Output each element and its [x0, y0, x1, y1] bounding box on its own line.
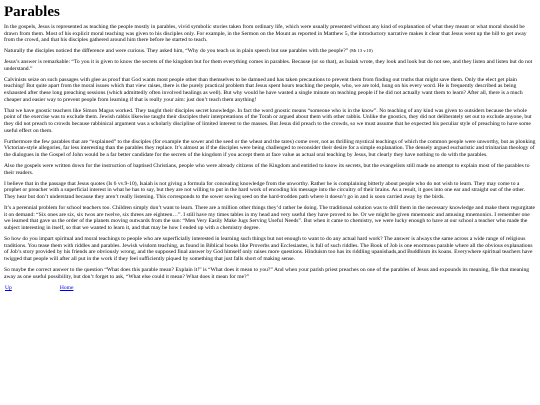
paragraph-7: Also the gospels were written down for the instruction of baptised Christians, people who were already citizens of the Kingdom and entitled to know its secrets, but the evangelists still made no attempt to explain most of the parables to their readers.: [4, 163, 530, 176]
home-link[interactable]: Home: [59, 285, 74, 292]
paragraph-2-text: Naturally the disciples noticed the difference and were curious. They asked him, “Why do you teach us in plain speech but use parables with the people?”: [4, 48, 349, 55]
paragraph-2: [4, 48, 536, 55]
paragraph-11: So maybe the correct answer to the question “What does this parable mean? Explain it!” is “What does it mean to you?” And when your parish priest preaches on one of the parables of Jesus and expounds its meaning, file that meaning away as one useful possibility, but don’t forget to ask, “What else could it mean? What does it mean for me?”: [4, 266, 530, 280]
paragraph-5: That we have gnostic teachers like Simon Magus worked. They taught their disciples secret knowledge. In fact the word gnostic means “someone who is in the know”. No teaching of any kind was given to outsiders because the whole point of the exercise was to exclude them. Jewish rabbis likewise taught their disciples their interpretations of the Torah or argued about them with other rabbis. Unlike the gnostics, they did not deliberately set out to exclude anyone, but they did not preach to crowds because rabbinical argument was a scholarly discipline of limited interest to the masses. But Jesus did preach to the crowds, so we must assume that he expected his peculiar style of preaching to have some useful effect on them.: [4, 107, 532, 134]
footer-nav: [4, 285, 536, 291]
up-link[interactable]: Up: [5, 285, 12, 292]
paragraph-1: In the gospels, Jesus is represented as teaching the people mostly in parables, vivid symbolic stories taken from ordinary life, which were usually presented without any kind of explanation of what they meant or what moral should be drawn from them. Most of his explicit moral teaching was given to his disciples only. For example, in the Sermon on the Mount as reported in Matthew 5, the introductory narrative makes it clear that Jesus went up the hill to get away from the crowd, and that his disciples gathered around him there before he started to teach.: [4, 24, 527, 44]
scripture-reference: (Mt 13 v.10): [349, 48, 373, 54]
paragraph-9: It’s a perennial problem for school teachers too. Children simply don’t want to learn. There are a million other things they’d rather be doing. The traditional solution was to drill them in the necessary knowledge and make them regurgitate it on demand: “Six ones are six, six twos are twelve, six threes are eighteen…”. I still have my times tables in my head and very useful they have proved to be. Or we might be given mnemonic and amusing mnemonics. I remember one we learned that gave us the order of the planets moving outwards from the sun: “Men Very Easily Make Jugs Serving Useful Needs”. But when it came to chemistry, we were lucky enough to have at our school a teacher who made the subject interesting in itself, so that we wanted to learn it, and that may be how I ended up with a chemistry degree.: [4, 204, 536, 232]
page-title: Parables: [4, 4, 60, 20]
paragraph-10: So how do you impart spiritual and moral teachings to people who are superficially interested in learning such things but not enough to want to do any actual hard work? The answer is always the same across a wide range of religious traditions. You tease them with riddles and parables. Jewish wisdom teaching, as found in Biblical books like Proverbs and Ecclesiastes, is full of such riddles. The Book of Job is one enormous parable where all the obvious explanations of Job’s story provided by his friends are obviously wrong, and the supposed final answer by God himself only raises more questions. Hinduism too has its riddling upanishads,and Buddhism its koans. Everywhere spiritual teachers have twigged that people will after all put in the work if they feel sufficiently piqued by something that just falls short of making sense.: [4, 235, 533, 263]
paragraph-8: I believe that in the passage that Jesus quotes (Is 6 vv.9-10), Isaiah is not giving a formula for concealing knowledge from the unworthy. Rather he is complaining bitterly about people who do not wish to learn. They may come to a prophet or preacher with a superficial interest in what he has to say, but they are not willing to put in the hard work of encoding his message into the circuitry of their brains. As a result, it goes into one ear and straight out of the other. They hear but don’t understand because they aren’t really listening. This corresponds to the sower sowing seed on the hard-trodden path where it doesn’t go in and is soon carried away by the birds.: [4, 180, 526, 201]
paragraph-6: Furthermore the few parables that are “explained” to the disciples (for example the sower and the seed or the wheat and the tares) come over, not as thrilling mystical teachings of which the common people were unworthy, but as plonking Victorian-style allegories, far less interesting than the parables they replace. It’s almost as if the disciples were being challenged to reconsider their desire for a simple explanation. The densely argued eucharistic and trinitarian theology of the dialogues in the Gospel of John would be a far better candidate for the secrets of the kingdom if you accept them at face value as actual oral teaching by Jesus, but clearly they have nothing to do with the parables.: [4, 138, 536, 159]
paragraph-4: Calvinists seize on such passages with glee as proof that God wants most people other than themselves to be damned and has taken precautions to prevent them from finding out truths that might save them. Only the elect get plain teaching! But quite apart from the moral issues which that view raises, there is the purely practical problem that Jesus spent hours teaching the people, who, we are told, hung on his every word. He is frequently described as being exhausted after these long preaching sessions (which admittedly often involved healings as well). But why would he have wasted a single minute on teaching people if he did not actually want them to learn? After all, there is a much cheaper and easier way to prevent people from learning if that is really your aim: just don’t teach them anything!: [4, 76, 523, 103]
paragraph-3: Jesus’s answer is remarkable: “To you it is given to know the secrets of the kingdom but for them everything comes in parables. Because (or so that), as Isaiah wrote, they look and look but do not see, and they listen and listen but do not understand.”: [4, 59, 533, 72]
